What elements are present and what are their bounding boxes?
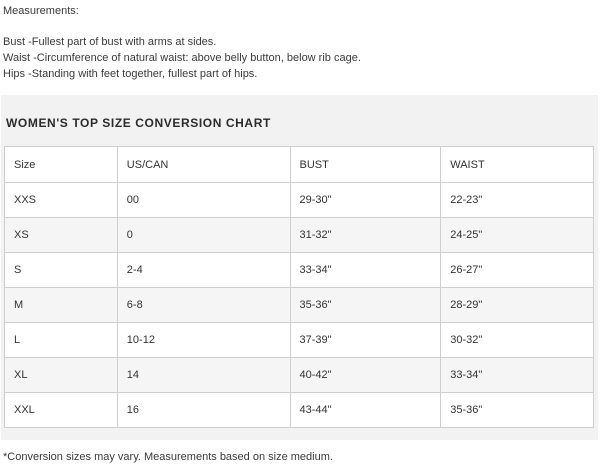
header-bust: BUST bbox=[290, 147, 441, 183]
waist-cell: 24-25" bbox=[441, 218, 594, 253]
size-cell: S bbox=[5, 253, 118, 288]
bust-cell: 29-30" bbox=[290, 183, 441, 218]
us-can-cell: 16 bbox=[117, 393, 290, 428]
waist-cell: 22-23" bbox=[441, 183, 594, 218]
header-size: Size bbox=[5, 147, 118, 183]
table-row bbox=[5, 288, 594, 323]
us-can-cell: 6-8 bbox=[117, 288, 290, 323]
size-chart-panel bbox=[1, 95, 598, 440]
table-row bbox=[5, 393, 594, 428]
table-row bbox=[5, 323, 594, 358]
size-conversion-table bbox=[4, 146, 594, 428]
size-cell: XL bbox=[5, 358, 118, 393]
measurements-intro bbox=[3, 5, 593, 82]
bust-cell: 33-34" bbox=[290, 253, 441, 288]
bust-cell: 35-36" bbox=[290, 288, 441, 323]
header-waist: WAIST bbox=[441, 147, 594, 183]
table-row bbox=[5, 358, 594, 393]
us-can-cell: 10-12 bbox=[117, 323, 290, 358]
hips-definition: Hips -Standing with feet together, fullest part of hips. bbox=[3, 68, 258, 80]
size-cell: XXL bbox=[5, 393, 118, 428]
table-row bbox=[5, 218, 594, 253]
bust-cell: 31-32" bbox=[290, 218, 441, 253]
us-can-cell: 0 bbox=[117, 218, 290, 253]
bust-cell: 40-42" bbox=[290, 358, 441, 393]
size-cell: M bbox=[5, 288, 118, 323]
us-can-cell: 14 bbox=[117, 358, 290, 393]
table-row bbox=[5, 253, 594, 288]
conversion-footnote: *Conversion sizes may vary. Measurements based on size medium. bbox=[3, 451, 333, 463]
measurements-heading: Measurements: bbox=[3, 5, 79, 17]
waist-definition: Waist -Circumference of natural waist: above belly button, below rib cage. bbox=[3, 52, 361, 64]
bust-cell: 37-39" bbox=[290, 323, 441, 358]
waist-cell: 26-27" bbox=[441, 253, 594, 288]
size-cell: L bbox=[5, 323, 118, 358]
table-row bbox=[5, 183, 594, 218]
bust-definition: Bust -Fullest part of bust with arms at sides. bbox=[3, 36, 217, 48]
us-can-cell: 2-4 bbox=[117, 253, 290, 288]
size-cell: XXS bbox=[5, 183, 118, 218]
table-header-row bbox=[5, 147, 594, 183]
waist-cell: 28-29" bbox=[441, 288, 594, 323]
bust-cell: 43-44" bbox=[290, 393, 441, 428]
us-can-cell: 00 bbox=[117, 183, 290, 218]
size-chart-title: WOMEN'S TOP SIZE CONVERSION CHART bbox=[6, 116, 271, 130]
waist-cell: 33-34" bbox=[441, 358, 594, 393]
size-cell: XS bbox=[5, 218, 118, 253]
waist-cell: 35-36" bbox=[441, 393, 594, 428]
header-us-can: US/CAN bbox=[117, 147, 290, 183]
waist-cell: 30-32" bbox=[441, 323, 594, 358]
